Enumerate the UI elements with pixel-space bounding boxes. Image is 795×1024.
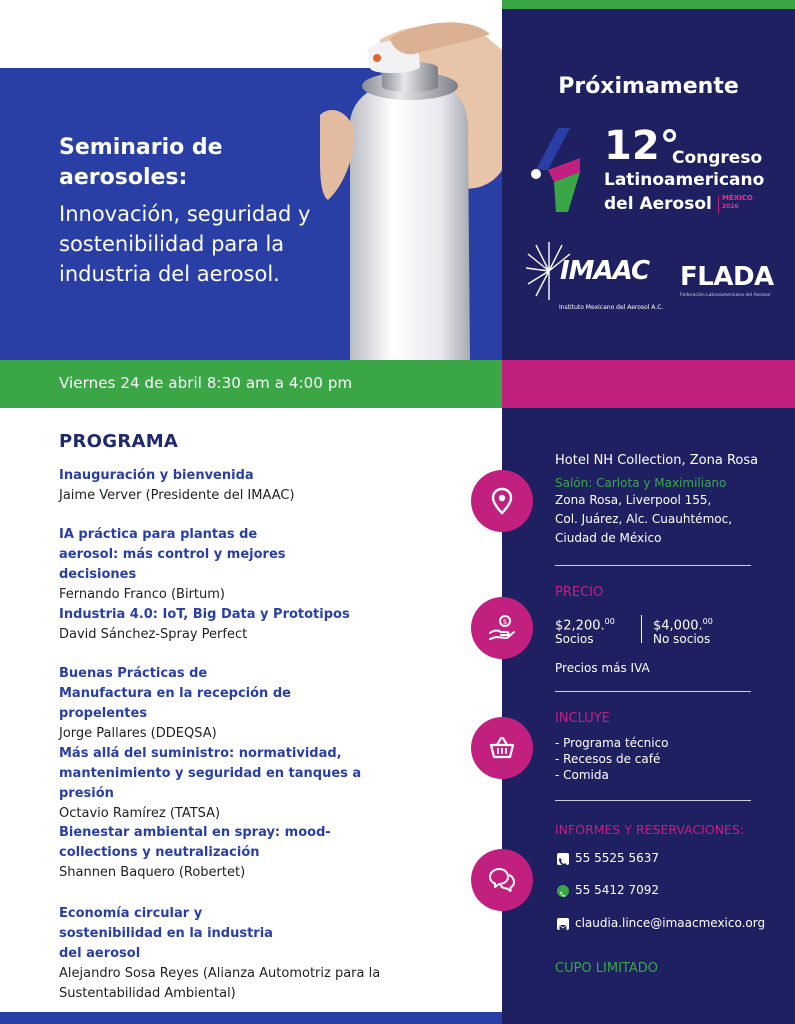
coming-soon-label: Próximamente xyxy=(558,74,739,99)
incluye-item: - Programa técnico xyxy=(555,736,669,750)
money-hand-icon xyxy=(487,613,517,643)
chat-icon-circle xyxy=(471,849,533,911)
program-item-speaker: Jorge Pallares (DDEQSA) xyxy=(59,726,217,741)
program-item-speaker: David Sánchez-Spray Perfect xyxy=(59,627,248,642)
program-item-title: Bienestar ambiental en spray: mood-collections y neutralización xyxy=(59,825,331,860)
venue-address-2: Col. Juárez, Alc. Cuauhtémoc, xyxy=(555,512,733,526)
program-item xyxy=(59,466,319,506)
contact-whatsapp[interactable]: 55 5412 7092 xyxy=(575,883,659,897)
price-divider xyxy=(641,615,642,643)
spray-can-illustration xyxy=(320,20,502,360)
basket-icon xyxy=(487,733,517,763)
incluye-item: - Recesos de café xyxy=(555,752,661,766)
program-item-speaker: Jaime Verver (Presidente del IMAAC) xyxy=(59,488,295,503)
whatsapp-icon xyxy=(557,885,569,897)
program-item-title: Inauguración y bienvenida xyxy=(59,468,254,483)
price-socios-amount: $2,200. xyxy=(555,618,605,634)
bottom-bar xyxy=(0,1012,502,1024)
imaac-logo-text: IMAAC xyxy=(560,256,650,286)
magenta-band xyxy=(502,360,795,408)
imaac-subtitle: Instituto Mexicano del Aerosol A.C. xyxy=(559,304,664,311)
price-socios-label: Socios xyxy=(555,632,594,646)
divider xyxy=(555,800,751,801)
congreso-logo-mark xyxy=(528,128,580,212)
incluye-heading: INCLUYE xyxy=(555,711,610,726)
program-item xyxy=(59,664,299,744)
informes-heading: INFORMES Y RESERVACIONES: xyxy=(555,822,745,837)
programa-heading: PROGRAMA xyxy=(59,431,179,452)
price-nosocios-amount: $4,000. xyxy=(653,618,703,634)
program-item-title: Buenas Prácticas de Manufactura en la recepción de propelentes xyxy=(59,666,291,721)
congreso-line3: del Aerosol xyxy=(604,194,712,214)
program-item-title: IA práctica para plantas de aerosol: más control y mejores decisiones xyxy=(59,527,286,582)
program-item xyxy=(59,744,399,824)
venue-address-3: Ciudad de México xyxy=(555,531,662,545)
precio-heading: PRECIO xyxy=(555,585,604,600)
price-nosocios-cents: 00 xyxy=(702,617,713,626)
program-item-speaker: Fernando Franco (Birtum) xyxy=(59,587,225,602)
congreso-line2: Latinoamericano xyxy=(604,170,765,190)
congreso-year: 2026 xyxy=(722,203,739,210)
program-item xyxy=(59,823,369,883)
venue-salon: Salón: Carlota y Maximiliano xyxy=(555,476,727,490)
program-item xyxy=(59,605,379,645)
program-item xyxy=(59,904,389,1004)
program-item xyxy=(59,525,319,605)
price-socios-cents: 00 xyxy=(604,617,615,626)
cupo-limitado: CUPO LIMITADO xyxy=(555,961,658,976)
svg-text:$: $ xyxy=(502,618,508,626)
flada-logo-text: FLADA xyxy=(680,262,774,292)
incluye-item: - Comida xyxy=(555,768,609,782)
email-icon xyxy=(557,918,569,930)
seminar-subtitle: Innovación, seguridad y sostenibilidad para la industria del aerosol. xyxy=(59,202,311,286)
venue-hotel: Hotel NH Collection, Zona Rosa xyxy=(555,453,759,468)
program-item-speaker: Shannen Baquero (Robertet) xyxy=(59,865,246,880)
program-item-title: Industria 4.0: IoT, Big Data y Prototipos xyxy=(59,607,350,622)
contact-email[interactable]: claudia.lince@imaacmexico.org xyxy=(575,916,766,930)
congreso-word: Congreso xyxy=(672,148,763,168)
divider xyxy=(555,691,751,692)
top-green-strip xyxy=(502,0,795,9)
program-item-speaker: Octavio Ramírez (TATSA) xyxy=(59,806,221,821)
price-note: Precios más IVA xyxy=(555,661,650,675)
congreso-divider xyxy=(718,196,719,214)
congreso-country: MÉXICO xyxy=(722,194,753,202)
basket-icon-circle xyxy=(471,717,533,779)
program-item-title: Más allá del suministro: normatividad, mantenimiento y seguridad en tanques a presión xyxy=(59,746,362,801)
price-nosocios-label: No socios xyxy=(653,632,711,646)
event-date: Viernes 24 de abril 8:30 am a 4:00 pm xyxy=(59,374,353,392)
congreso-number: 12° xyxy=(604,123,680,169)
price-icon-circle xyxy=(471,597,533,659)
flada-subtitle: Federación Latinoamericana del Aerosol xyxy=(680,293,771,298)
program-item-title: Economía circular y sostenibilidad en la industria del aerosol xyxy=(59,906,273,961)
seminar-title: Seminario de aerosoles: xyxy=(59,135,223,190)
venue-address-1: Zona Rosa, Liverpool 155, xyxy=(555,493,712,507)
location-pin-icon xyxy=(487,486,517,516)
chat-bubbles-icon xyxy=(487,865,517,895)
contact-phone[interactable]: 55 5525 5637 xyxy=(575,851,659,865)
location-icon-circle xyxy=(471,470,533,532)
divider xyxy=(555,565,751,566)
program-item-speaker: Alejandro Sosa Reyes (Alianza Automotriz para la Sustentabilidad Ambiental) xyxy=(59,966,381,1001)
phone-icon xyxy=(557,853,569,865)
